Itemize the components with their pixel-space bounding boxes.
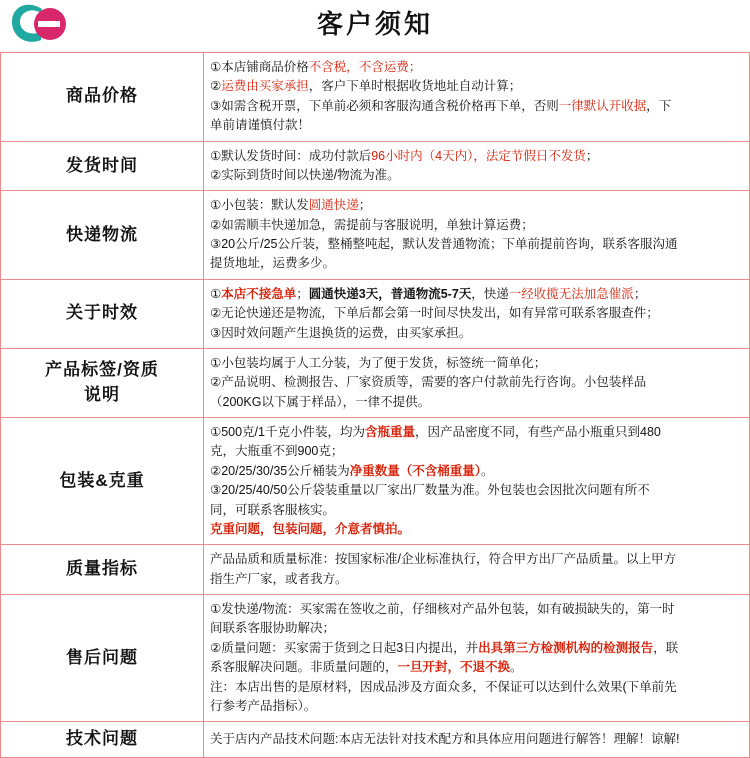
content-text: 注：本店出售的是原材料，因成品涉及方面众多，不保证可以达到什么效果(下单前先 — [210, 679, 677, 694]
content-text: ； — [358, 198, 372, 213]
content-text: ，客户下单时根据收货地址自动计算； — [308, 79, 522, 94]
row-content — [204, 279, 750, 348]
content-text: ①默认发货时间：成功付款后 — [210, 148, 372, 163]
content-text: ②质量问题：买家需于货到之日起3日内提出，并 — [210, 640, 479, 655]
content-text: ① — [210, 286, 222, 301]
content-text: ，快递 — [471, 286, 509, 301]
content-line — [210, 570, 743, 589]
table-row — [1, 595, 750, 722]
row-label: 质量指标 — [1, 545, 204, 595]
document-header — [0, 0, 750, 52]
content-line — [210, 481, 743, 500]
content-line — [210, 324, 743, 343]
table-row — [1, 279, 750, 348]
content-text: ①500克/1千克小件装，均为 — [210, 425, 365, 439]
content-text: ①本店铺商品价格 — [210, 60, 309, 74]
content-text: ②无论快递还是物流，下单后都会第一时间尽快发出，如有异常可联系客服查件； — [210, 306, 659, 321]
row-content — [204, 595, 750, 722]
content-text: ②产品说明、检测报告、厂家资质等，需要的客户付款前先行咨询。小包装样品 — [210, 375, 647, 390]
content-line — [210, 304, 743, 323]
content-line — [210, 730, 743, 749]
table-row — [1, 191, 750, 280]
content-text: 一律默认开收据 — [558, 98, 647, 113]
table-row — [1, 141, 750, 191]
notice-table-body — [1, 53, 750, 758]
content-text: 同，可联系客服核实。 — [210, 502, 336, 517]
content-text: 圆通快递3天，普通物流5-7天 — [308, 286, 472, 301]
row-content — [204, 53, 750, 142]
content-text: ①小包装均属于人工分装，为了便于发货，标签统一简单化； — [210, 355, 547, 370]
content-text: ③因时效问题产生退换货的运费，由买家承担。 — [210, 325, 472, 340]
content-text: ①小包装：默认发 — [210, 198, 309, 213]
content-text: ②实际到货时间以快递/物流为准。 — [210, 167, 400, 182]
row-content — [204, 141, 750, 191]
content-line — [210, 116, 743, 135]
content-text: 克，大瓶重不到900克； — [210, 444, 344, 459]
content-line — [210, 196, 743, 215]
content-text: 一经收揽无法加急催派 — [508, 286, 634, 301]
content-line — [210, 520, 743, 539]
content-line — [210, 285, 743, 304]
content-text: 关于店内产品技术问题:本店无法针对技术配方和具体应用问题进行解答！理解！谅解! — [210, 731, 680, 746]
row-label: 包装&克重 — [1, 418, 204, 545]
row-label: 关于时效 — [1, 279, 204, 348]
page-title: 客户须知 — [316, 9, 433, 39]
content-line — [210, 97, 743, 116]
content-text: 系客服解决问题。非质量问题的， — [210, 660, 398, 675]
table-row — [1, 418, 750, 545]
row-label: 快递物流 — [1, 191, 204, 280]
content-line — [210, 373, 743, 392]
content-line — [210, 697, 743, 716]
row-label: 商品价格 — [1, 53, 204, 142]
table-row — [1, 722, 750, 758]
content-line — [210, 58, 743, 77]
content-line — [210, 619, 743, 638]
row-content — [204, 348, 750, 417]
content-line — [210, 462, 743, 481]
content-text: ，联 — [653, 640, 679, 655]
content-text: 克重问题，包装问题，介意者慎拍。 — [210, 521, 411, 536]
row-content — [204, 722, 750, 758]
content-text: （200KG以下属于样品），一律不提供。 — [210, 394, 431, 409]
content-text: ③20公斤/25公斤装，整桶整吨起，默认发普通物流；下单前提前咨询，联系客服沟通 — [210, 237, 678, 251]
row-content — [204, 191, 750, 280]
content-line — [210, 423, 743, 442]
row-label: 发货时间 — [1, 141, 204, 191]
table-row — [1, 348, 750, 417]
content-text: 单前请谨慎付款！ — [210, 118, 311, 133]
row-content — [204, 545, 750, 595]
content-text: 提货地址，运费多少。 — [210, 256, 336, 271]
content-line — [210, 254, 743, 273]
content-text: ①发快递/物流：买家需在签收之前，仔细核对产品外包装，如有破损缺失的，第一时 — [210, 602, 675, 616]
content-line — [210, 216, 743, 235]
row-label: 产品标签/资质 说明 — [1, 348, 204, 417]
content-text: 本店不接急单 — [221, 286, 297, 301]
content-text: 不含税，不含运费； — [308, 60, 422, 74]
content-text: ③如需含税开票，下单前必须和客服沟通含税价格再下单，否则 — [210, 98, 559, 113]
notice-table — [0, 52, 750, 758]
content-text: 一旦开封，不退不换 — [397, 660, 511, 675]
content-line — [210, 442, 743, 461]
content-text: 产品品质和质量标准：按国家标准/企业标准执行，符合甲方出厂产品质量。以上甲方 — [210, 552, 676, 567]
content-text: 。 — [510, 660, 523, 675]
content-text: 指生产厂家，或者我方。 — [210, 571, 348, 586]
content-text: 出具第三方检测机构的检测报告 — [478, 640, 654, 655]
content-text: ②如需顺丰快递加急，需提前与客服说明，单独计算运费； — [210, 217, 534, 232]
content-line — [210, 147, 743, 166]
content-line — [210, 393, 743, 412]
content-line — [210, 77, 743, 96]
content-line — [210, 166, 743, 185]
content-line — [210, 639, 743, 658]
content-text: 96小时内（4天内），法定节假日不发货 — [371, 148, 586, 163]
content-text: ； — [296, 286, 309, 301]
content-text: 圆通快递 — [308, 198, 359, 213]
content-line — [210, 678, 743, 697]
row-label: 技术问题 — [1, 722, 204, 758]
content-line — [210, 658, 743, 677]
content-text: 含瓶重量 — [365, 425, 416, 439]
content-text: ； — [585, 148, 599, 163]
table-row — [1, 53, 750, 142]
content-text: 行参考产品指标）。 — [210, 698, 317, 713]
content-text: 净重数量（不含桶重量） — [349, 463, 482, 478]
content-text: ，下 — [646, 98, 672, 113]
content-text: 运费由买家承担 — [221, 79, 309, 94]
content-text: ② — [210, 79, 222, 94]
content-text: 间联系客服协助解决； — [210, 621, 336, 636]
row-label: 售后问题 — [1, 595, 204, 722]
content-text: ②20/25/30/35公斤桶装为 — [210, 463, 350, 478]
content-text: ③20/25/40/50公斤袋装重量以厂家出厂数量为准。外包装也会因批次问题有所不 — [210, 483, 650, 498]
content-line — [210, 501, 743, 520]
content-line — [210, 354, 743, 373]
row-content — [204, 418, 750, 545]
content-line — [210, 550, 743, 569]
content-text: 。 — [481, 463, 494, 478]
content-line — [210, 600, 743, 619]
content-text: ，因产品密度不同，有些产品小瓶重只到480 — [415, 425, 661, 439]
content-text: ； — [633, 286, 647, 301]
table-row — [1, 545, 750, 595]
content-line — [210, 235, 743, 254]
